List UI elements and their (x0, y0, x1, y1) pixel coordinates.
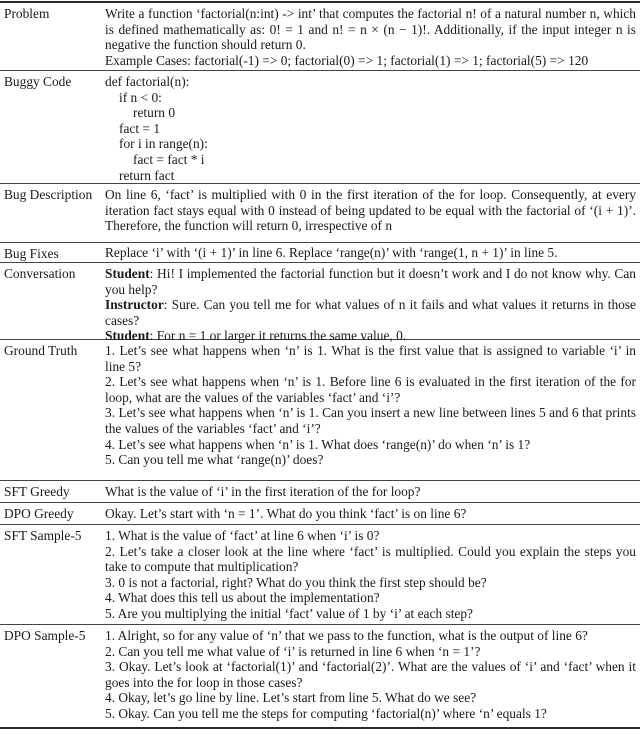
row-label: Ground Truth (4, 343, 78, 358)
problem-statement: Write a function ‘factorial(n:int) -> int’ that computes the factorial n! of a natural number n, which is defined mathematically as: 0! = 1 and n! = n × (n − 1)!. Additionally, if the input integer n is negative the function should return 0. (105, 6, 636, 53)
row-label: Problem (4, 6, 50, 21)
list-item: 5. Are you multiplying the initial ‘fact’ value of 1 by ‘i’ at each step? (105, 605, 473, 621)
row-bug-fixes (0, 243, 640, 263)
list-item: 2. Let’s take a closer look at the line where ‘fact’ is multiplied. Could you explain the steps you take to compute that multiplication? (105, 543, 636, 575)
row-problem (0, 3, 640, 71)
bug-fixes-text: Replace ‘i’ with ‘(i + 1)’ in line 6. Replace ‘range(n)’ with ‘range(1, n + 1)’ in line 5. (105, 245, 558, 260)
ground-truth-list (103, 340, 640, 480)
list-item: 4. Let’s see what happens when ‘n’ is 1. What does ‘range(n)’ do when ‘n’ is 1? (105, 436, 531, 452)
row-label: Bug Description (4, 187, 93, 202)
dpo-greedy-text: Okay. Let’s start with ‘n = 1’. What do you think ‘fact’ is on line 6? (105, 506, 467, 521)
bug-description-text: On line 6, ‘fact’ is multiplied with 0 in the first iteration of the for loop. Consequently, at every iteration fact stays equal with 0 instead of being updated to be equal with the factorial of ‘(i + 1)’. Therefore, the function will return 0, irrespective of n (105, 187, 636, 234)
row-ground-truth (0, 340, 640, 481)
turn-text: Hi! I implemented the factorial function but it doesn’t work and I do not know why. Can you help? (105, 266, 636, 297)
sft-sample-list (103, 525, 640, 624)
row-label: SFT Sample-5 (4, 528, 82, 543)
code-line: return fact (119, 167, 175, 183)
row-label: SFT Greedy (4, 484, 70, 499)
list-item: 3. Let’s see what happens when ‘n’ is 1. Can you insert a new line between lines 5 and 6 that prints the values of the variables ‘fact’ and ‘i’? (105, 405, 636, 436)
list-item: 4. What does this tell us about the implementation? (105, 590, 380, 606)
speaker-colon: : (149, 328, 154, 344)
code-line: for i in range(n): (119, 136, 208, 152)
row-dpo-sample-5 (0, 625, 640, 727)
row-label: DPO Sample-5 (4, 628, 86, 643)
conversation-turn (105, 297, 636, 328)
dpo-sample-list (103, 625, 640, 727)
row-dpo-greedy (0, 503, 640, 525)
conversation-turn (105, 266, 636, 297)
list-item: 2. Can you tell me what value of ‘i’ is returned in line 6 when ‘n = 1’? (105, 643, 481, 659)
speaker-colon: : (163, 297, 168, 313)
conversation-content (103, 263, 640, 344)
list-item: 3. 0 is not a factorial, right? What do you think the first step should be? (105, 574, 487, 590)
code-line: if n < 0: (119, 89, 162, 105)
example-table (0, 1, 640, 729)
row-label: Bug Fixes (4, 246, 59, 261)
list-item: 1. Alright, so for any value of ‘n’ that we pass to the function, what is the output of line 6? (105, 628, 588, 643)
row-conversation (0, 263, 640, 344)
list-item: 1. Let’s see what happens when ‘n’ is 1. What is the first value that is assigned to variable ‘i’ in line 5? (105, 343, 636, 374)
turn-text: For n = 1 or larger it returns the same value, 0. (153, 328, 407, 344)
list-item: 5. Okay. Can you tell me the steps for computing ‘factorial(n)’ where ‘n’ equals 1? (105, 705, 547, 721)
list-item: 1. What is the value of ‘fact’ at line 6 when ‘i’ is 0? (105, 528, 380, 543)
row-buggy-code (0, 71, 640, 184)
example-cases: Example Cases: factorial(-1) => 0; factorial(0) => 1; factorial(1) => 1; factorial(5) => 120 (105, 52, 589, 68)
code-block (103, 71, 640, 183)
problem-content (103, 3, 640, 70)
code-line: return 0 (133, 105, 176, 121)
list-item: 5. Can you tell me what ‘range(n)’ does? (105, 452, 324, 468)
speaker-colon: : (149, 266, 154, 281)
row-label: Buggy Code (4, 74, 72, 89)
row-sft-sample-5 (0, 525, 640, 625)
code-line: fact = 1 (119, 120, 161, 136)
code-line: def factorial(n): (105, 74, 190, 89)
code-line: fact = fact * i (133, 151, 205, 167)
list-item: 3. Okay. Let’s look at ‘factorial(1)’ and ‘factorial(2)’. What are the values of ‘i’ and ‘fact’ when it goes into the for loop in those cases? (105, 659, 636, 690)
speaker-name: Student (105, 328, 150, 344)
list-item: 2. Let’s see what happens when ‘n’ is 1. Before line 6 is evaluated in the first iteration of the for loop, what are the values of the variables ‘fact’ and ‘i’? (105, 374, 636, 405)
row-label: Conversation (4, 266, 76, 281)
list-item: 4. Okay, let’s go line by line. Let’s start from line 5. What do we see? (105, 690, 477, 706)
row-label: DPO Greedy (4, 506, 74, 521)
sft-greedy-text: What is the value of ‘i’ in the first iteration of the for loop? (105, 484, 421, 499)
row-bug-description (0, 184, 640, 243)
speaker-name: Instructor (105, 297, 164, 313)
row-sft-greedy (0, 481, 640, 503)
turn-text: Sure. Can you tell me for what values of n it fails and what values it returns in those cases? (105, 297, 636, 328)
speaker-name: Student (105, 266, 150, 281)
